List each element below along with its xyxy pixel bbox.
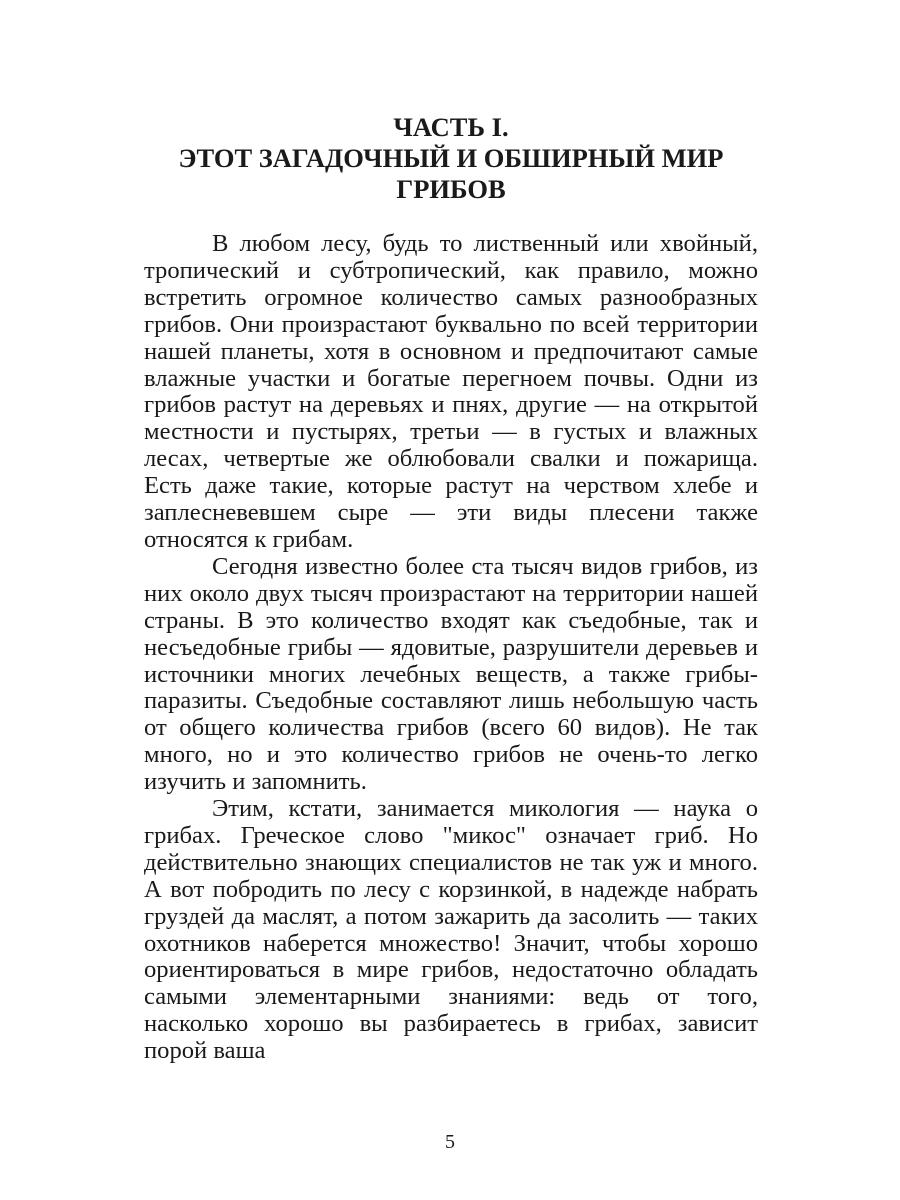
page-number: 5: [445, 1131, 455, 1153]
part-label: ЧАСТЬ I.: [393, 112, 509, 142]
chapter-title-line-1: ЭТОТ ЗАГАДОЧНЫЙ И ОБШИРНЫЙ МИР: [178, 143, 724, 173]
page-body: [144, 112, 758, 1065]
paragraph: Сегодня известно более ста тысяч видов грибов, из них около двух тысяч произрастают на территории нашей страны. В это количество входят как съедобные, так и несъедобные грибы — ядовитые, разрушители деревьев и источники многих лечебных веществ, а также грибы-паразиты. Съедобные составляют лишь небольшую часть от общего количества грибов (всего 60 видов). Не так много, но и это количество грибов не очень-то легко изучить и запомнить.: [144, 552, 758, 796]
paragraph: В любом лесу, будь то лиственный или хвойный, тропический и субтропический, как правило, можно встретить огромное количество самых разнообразных грибов. Они произрастают буквально по всей территории нашей планеты, хотя в основном и предпочитают самые влажные участки и богатые перегноем почвы. Одни из грибов растут на деревьях и пнях, другие — на открытой местности и пустырях, третьи — в густых и влажных лесах, четвертые же облюбовали свалки и пожарища. Есть даже такие, которые растут на черством хлебе и заплесневевшем сыре — эти виды плесени также относятся к грибам.: [144, 230, 758, 553]
chapter-heading: [144, 112, 758, 205]
chapter-title-line-2: ГРИБОВ: [396, 174, 506, 204]
paragraph: Этим, кстати, занимается микология — наука о грибах. Греческое слово "микос" означает гриб. Но действительно знающих специалистов не так уж и много. А вот побродить по лесу с корзинкой, в надежде набрать груздей да маслят, а потом зажарить да засолить — таких охотников наберется множество! Значит, чтобы хорошо ориентироваться в мире грибов, недостаточно обладать самыми элементарными знаниями: ведь от того, насколько хорошо вы разбираетесь в грибах, зависит порой ваша: [144, 795, 758, 1065]
